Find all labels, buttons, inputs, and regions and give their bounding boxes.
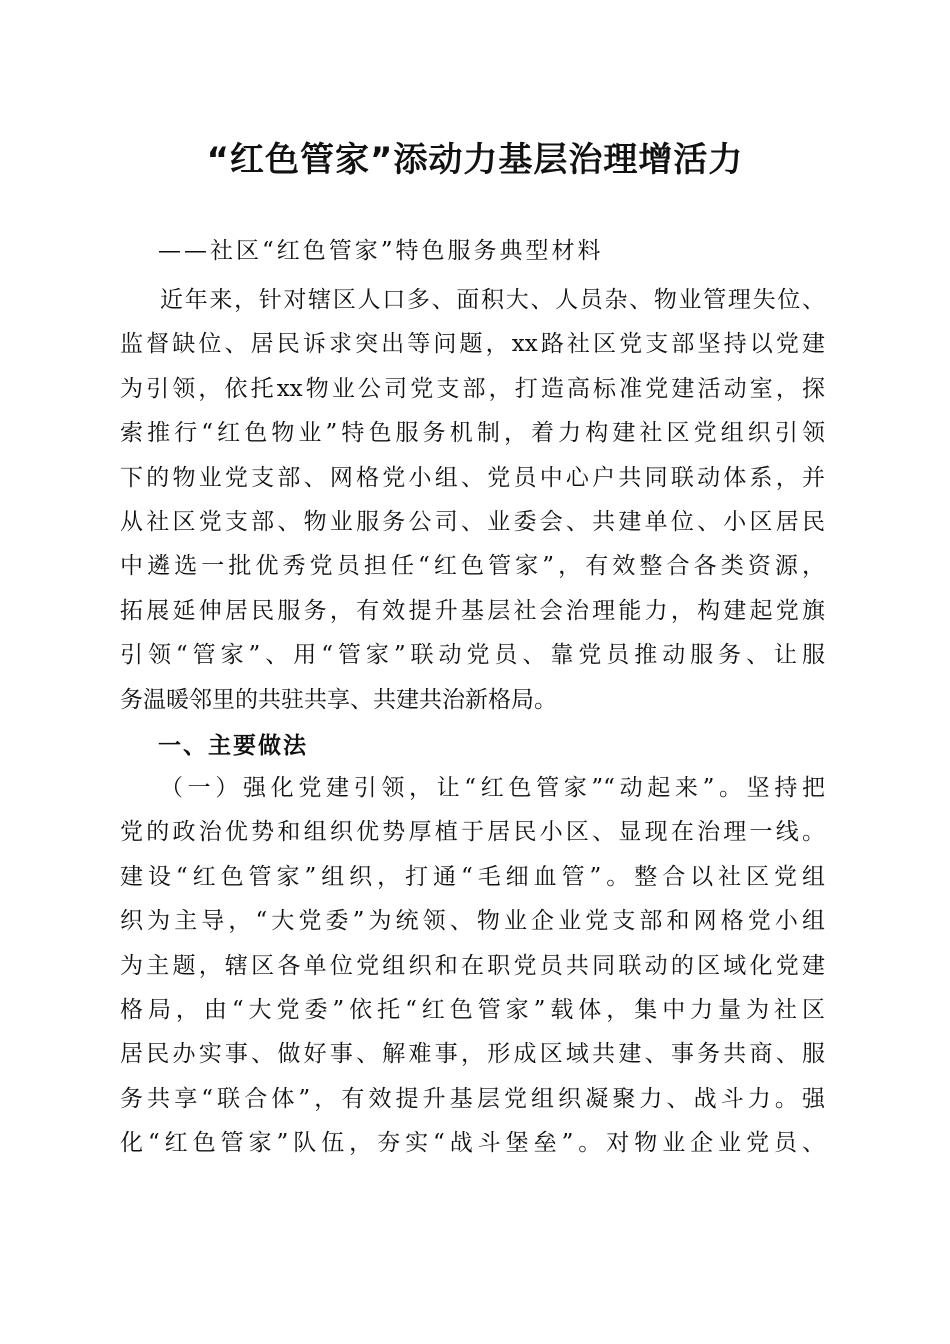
paragraph-line: 下的物业党支部、网格党小组、党员中心户共同联动体系，并 [120,464,825,491]
paragraph-line: 务共享“联合体”，有效提升基层党组织凝聚力、战斗力。强 [120,1085,825,1112]
paragraph-line: 索推行“红色物业”特色服务机制，着力构建社区党组织引领 [120,420,825,447]
paragraph-line: 务温暖邻里的共驻共享、共建共治新格局。 [120,686,557,713]
paragraph-line: 引领“管家”、用“管家”联动党员、靠党员推动服务、让服 [120,642,825,669]
intro-paragraph [120,278,825,722]
paragraph-line: （一）强化党建引领，让“红色管家”“动起来”。坚持把 [160,775,825,801]
paragraph-line: 建设“红色管家”组织，打通“毛细血管”。整合以社区党组 [120,863,825,890]
document-subtitle: ——社区“红色管家”特色服务典型材料 [158,238,604,264]
document-title: “红色管家”添动力基层治理增活力 [206,140,744,180]
paragraph-line: 居民办实事、做好事、解难事，形成区域共建、事务共商、服 [120,1041,825,1068]
paragraph-line: 中遴选一批优秀党员担任“红色管家”，有效整合各类资源， [120,553,825,580]
paragraph-line: 为主题，辖区各单位党组织和在职党员共同联动的区域化党建 [120,952,825,979]
paragraph-line: 格局，由“大党委”依托“红色管家”载体，集中力量为社区 [120,996,825,1023]
section-heading: 一、主要做法 [158,733,308,759]
section-paragraph [120,766,825,1166]
paragraph-line: 为引领，依托xx物业公司党支部，打造高标准党建活动室，探 [120,375,825,402]
paragraph-line: 化“红色管家”队伍，夯实“战斗堡垒”。对物业企业党员、 [120,1130,825,1157]
paragraph-line: 党的政治优势和组织优势厚植于居民小区、显现在治理一线。 [120,819,825,846]
paragraph-line: 拓展延伸居民服务，有效提升基层社会治理能力，构建起党旗 [120,597,825,624]
paragraph-line: 监督缺位、居民诉求突出等问题，xx路社区党支部坚持以党建 [120,331,825,358]
paragraph-line: 近年来，针对辖区人口多、面积大、人员杂、物业管理失位、 [160,287,825,313]
paragraph-line: 织为主导，“大党委”为统领、物业企业党支部和网格党小组 [120,908,825,935]
paragraph-line: 从社区党支部、物业服务公司、业委会、共建单位、小区居民 [120,508,825,535]
